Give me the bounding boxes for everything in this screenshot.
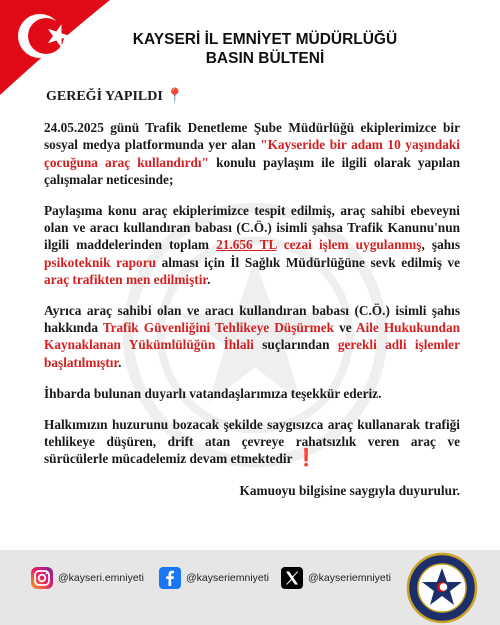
subject-line: [46, 88, 460, 105]
ban-text: araç trafikten men edilmiştir: [44, 271, 208, 287]
para2-text-e: .: [207, 271, 211, 287]
instagram-handle: @kayseri.emniyeti: [58, 572, 144, 584]
para2-text-a: Paylaşıma konu araç ekiplerimizce tespit edilmiş, araç sahibi ebeveyni olan ve aracı kullandıran babası (C.Ö.) isimli şahsa Trafik Kanunu'nun ilgili maddelerinden toplam: [44, 203, 460, 253]
para5-text: Halkımızın huzurunu bozacak şekilde saygısızca araç kullanarak trafiği tehlikeye düşüren, drift atan çevreye rahatsızlık veren araç ve sürücülerle mücadelemiz devam etmektedir: [44, 417, 460, 467]
x-link[interactable]: [280, 566, 391, 590]
bulletin-header: [100, 30, 430, 68]
para3-text-a: Ayrıca araç sahibi olan ve aracı kullandıran babası (C.Ö.) isimli şahıs hakkında: [44, 303, 460, 336]
para1-text-b: konulu paylaşım ile ilgili olarak yapılan çalışmalar neticesinde;: [44, 154, 460, 187]
fine-amount: 21.656 TL: [216, 237, 277, 253]
bulletin-body: [44, 88, 460, 499]
turkish-flag-icon: [0, 0, 110, 95]
facebook-icon: [158, 566, 182, 590]
instagram-icon: [30, 566, 54, 590]
crime-2: Aile Hukukundan Kaynaklanan Yükümlülüğün İhlali: [44, 320, 460, 353]
paragraph-3: [44, 302, 460, 371]
exclamation-icon: ❗: [295, 448, 317, 469]
x-icon: [280, 566, 304, 590]
pin-icon: 📍: [166, 89, 184, 104]
para1-quote: "Kayseride bir adam 10 yaşındaki çocuğuna araç kullandırdı": [44, 137, 460, 170]
para3-text-d: .: [118, 354, 122, 370]
x-handle: @kayseriemniyeti: [308, 572, 392, 584]
para3-text-c: suçlarından: [253, 337, 338, 353]
crime-1: Trafik Güvenliğini Tehlikeye Düşürmek: [102, 320, 335, 336]
police-badge-icon: [406, 552, 478, 624]
para1-text-a: 24.05.2025 günü Trafik Denetleme Şube Müdürlüğü ekiplerimizce bir sosyal medya platformunda yer alan: [44, 120, 460, 153]
paragraph-2: [44, 202, 460, 288]
para4-text: İhbarda bulunan duyarlı vatandaşlarımıza teşekkür ederiz.: [44, 385, 382, 401]
closing-line: Kamuoyu bilgisine saygıyla duyurulur.: [239, 482, 460, 498]
instagram-link[interactable]: [30, 566, 144, 590]
para3-text-b: ve: [334, 320, 356, 336]
fine-text: cezai işlem uygulanmış: [283, 237, 422, 253]
header-title: KAYSERİ İL EMNİYET MÜDÜRLÜĞÜ: [132, 31, 398, 48]
report-text: psikoteknik raporu: [44, 254, 156, 270]
para2-text-d: alması için İl Sağlık Müdürlüğüne sevk edilmiş ve: [156, 254, 460, 270]
facebook-handle: @kayseriemniyeti: [186, 572, 270, 584]
facebook-link[interactable]: [158, 566, 269, 590]
para2-text-b: [277, 237, 284, 252]
paragraph-4: [44, 385, 460, 402]
paragraph-1: [44, 119, 460, 188]
subject-text: GEREĞİ YAPILDI: [46, 89, 163, 104]
paragraph-5: [44, 416, 460, 468]
header-subtitle: BASIN BÜLTENİ: [205, 50, 325, 67]
legal-text: gerekli adli işlemler başlatılmıştır: [44, 337, 460, 370]
social-footer: [0, 550, 500, 625]
para2-text-c: , şahıs: [421, 237, 460, 253]
